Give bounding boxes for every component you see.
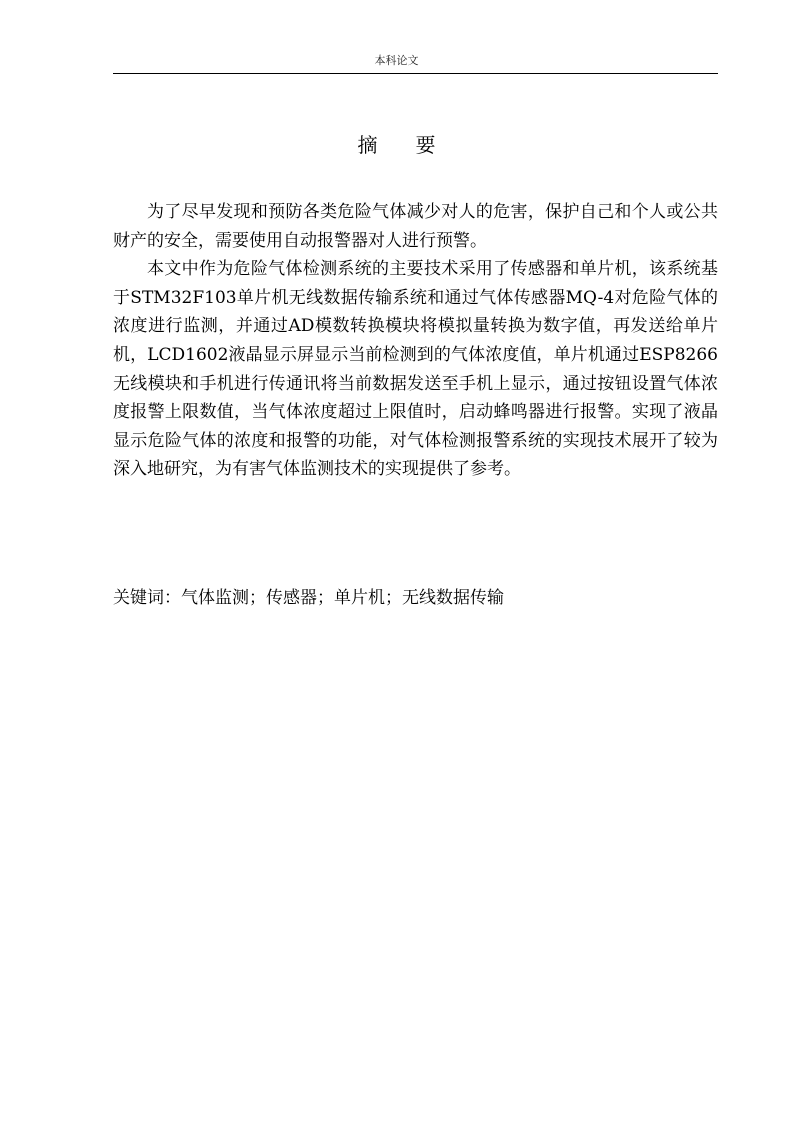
keywords-text: 气体监测；传感器；单片机；无线数据传输 <box>181 588 504 608</box>
abstract-paragraph-2: 本文中作为危险气体检测系统的主要技术采用了传感器和单片机，该系统基于STM32F103单片机无线数据传输系统和通过气体传感器MQ-4对危险气体的浓度进行监测，并通过AD模数转换模块将模拟量转换为数字值，再发送给单片机，LCD1602液晶显示屏显示当前检测到的气体浓度值，单片机通过ESP8266无线模块和手机进行传通讯将当前数据发送至手机上显示，通过按钮设置气体浓度报警上限数值，当气体浓度超过上限值时，启动蜂鸣器进行报警。实现了液晶显示危险气体的浓度和报警的功能，对气体检测报警系统的实现技术展开了较为深入地研究，为有害气体监测技术的实现提供了参考。 <box>113 259 718 480</box>
header-divider <box>113 73 718 74</box>
abstract-body <box>113 198 718 484</box>
keywords-label: 关键词： <box>113 588 181 608</box>
keywords-line <box>113 584 718 612</box>
running-header: 本科论文 <box>374 54 419 67</box>
abstract-title: 摘要 <box>357 133 474 157</box>
abstract-paragraph-1: 为了尽早发现和预防各类危险气体减少对人的危害，保护自己和个人或公共财产的安全，需要使用自动报警器对人进行预警。 <box>113 202 718 251</box>
